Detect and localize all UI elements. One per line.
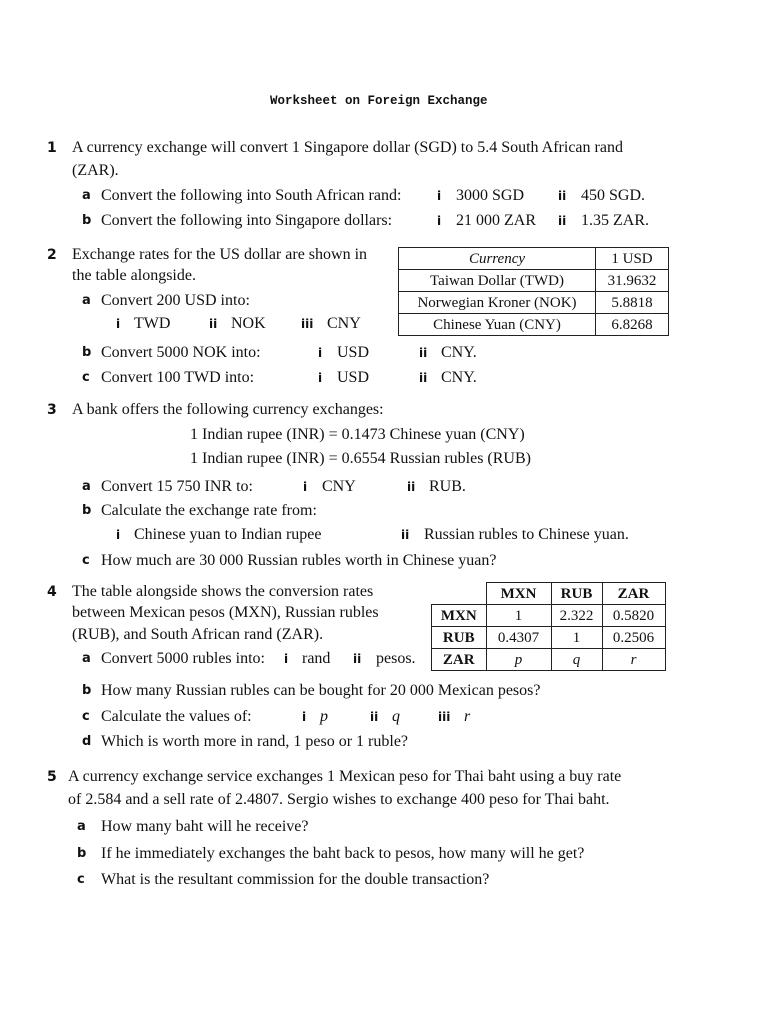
- currency-conversion-table: [431, 582, 666, 671]
- table-row-head: RUB: [432, 627, 487, 649]
- question-4c-text: Calculate the values of:: [101, 708, 252, 725]
- table-cell: r: [602, 649, 665, 671]
- question-4a-text: Convert 5000 rubles into:: [101, 650, 265, 667]
- question-3a-label: a: [82, 479, 91, 494]
- table-cell-rate: 6.8268: [596, 314, 669, 336]
- table-cell-rate: 5.8818: [596, 292, 669, 314]
- question-4b-label: b: [82, 683, 92, 698]
- question-4d-label: d: [82, 734, 92, 749]
- question-3b-ii: Russian rubles to Chinese yuan.: [424, 526, 629, 543]
- question-3c-label: c: [82, 553, 90, 568]
- table-cell: 0.2506: [602, 627, 665, 649]
- question-2b-ii-label: ii: [419, 346, 428, 360]
- question-2a-ii: NOK: [231, 315, 266, 332]
- question-1b-i: 21 000 ZAR: [456, 212, 536, 229]
- table-row: [399, 292, 669, 314]
- question-5c-text: What is the resultant commission for the double transaction?: [101, 871, 490, 888]
- question-2b-text: Convert 5000 NOK into:: [101, 344, 261, 361]
- question-4c-ii: q: [392, 708, 400, 725]
- table-header-row: [399, 248, 669, 270]
- question-2b-ii: CNY.: [441, 344, 477, 361]
- question-2-text-line1: Exchange rates for the US dollar are shown in: [72, 246, 368, 263]
- question-1b-label: b: [82, 213, 92, 228]
- question-1b-ii: 1.35 ZAR.: [581, 212, 649, 229]
- table-cell: p: [486, 649, 551, 671]
- question-2b-i: USD: [337, 344, 370, 361]
- question-2a-text: Convert 200 USD into:: [101, 292, 250, 309]
- question-2-text-line2: the table alongside.: [72, 267, 196, 284]
- table-cell: 1: [551, 627, 602, 649]
- question-1a-text: Convert the following into South African rand:: [101, 187, 402, 204]
- question-4a-i-label: i: [284, 652, 289, 666]
- table-cell-currency: Chinese Yuan (CNY): [399, 314, 596, 336]
- question-4-text-line3: (RUB), and South African rand (ZAR).: [72, 626, 324, 643]
- table-cell: q: [551, 649, 602, 671]
- question-4d-text: Which is worth more in rand, 1 peso or 1 ruble?: [101, 733, 409, 750]
- question-4c-i: p: [320, 708, 328, 725]
- table-cell: 1: [486, 605, 551, 627]
- worksheet-title: Worksheet on Foreign Exchange: [270, 94, 488, 108]
- question-5a-label: a: [77, 819, 86, 834]
- exchange-rate-inr-cny: 1 Indian rupee (INR) = 0.1473 Chinese yuan (CNY): [190, 426, 525, 443]
- question-5b-text: If he immediately exchanges the baht back to pesos, how many will he get?: [101, 845, 585, 862]
- question-1a-label: a: [82, 188, 91, 203]
- question-1-text-line1: A currency exchange will convert 1 Singapore dollar (SGD) to 5.4 South African rand: [72, 139, 623, 156]
- question-2c-i-label: i: [318, 371, 323, 385]
- exchange-rate-inr-rub: 1 Indian rupee (INR) = 0.6554 Russian rubles (RUB): [190, 450, 531, 467]
- question-5-text-line2: of 2.584 and a sell rate of 2.4807. Sergio wishes to exchange 400 peso for Thai baht.: [68, 791, 610, 808]
- question-4c-iii-label: iii: [438, 710, 451, 724]
- question-4-number: 4: [47, 584, 57, 600]
- table-header-row: [432, 583, 666, 605]
- question-5a-text: How many baht will he receive?: [101, 818, 309, 835]
- question-2c-ii-label: ii: [419, 371, 428, 385]
- question-3a-ii: RUB.: [429, 478, 466, 495]
- question-2a-iii: CNY: [327, 315, 361, 332]
- question-4a-i: rand: [302, 650, 331, 667]
- question-1b-ii-label: ii: [558, 214, 567, 228]
- question-1-text-line2: (ZAR).: [72, 162, 119, 179]
- question-2c-text: Convert 100 TWD into:: [101, 369, 255, 386]
- question-3a-i-label: i: [303, 480, 308, 494]
- question-5c-label: c: [77, 872, 85, 887]
- question-2a-ii-label: ii: [209, 317, 218, 331]
- question-3b-label: b: [82, 503, 92, 518]
- table-row: [432, 649, 666, 671]
- question-4a-label: a: [82, 651, 91, 666]
- question-3b-i-label: i: [116, 528, 121, 542]
- table-cell: 0.4307: [486, 627, 551, 649]
- question-2b-i-label: i: [318, 346, 323, 360]
- question-2a-i: TWD: [134, 315, 171, 332]
- question-3b-text: Calculate the exchange rate from:: [101, 502, 317, 519]
- question-3a-i: CNY: [322, 478, 356, 495]
- table-row: [399, 270, 669, 292]
- table-cell: 0.5820: [602, 605, 665, 627]
- question-4c-i-label: i: [302, 710, 307, 724]
- table-header-currency: Currency: [399, 248, 596, 270]
- question-5-number: 5: [47, 769, 57, 785]
- question-1b-i-label: i: [437, 214, 442, 228]
- question-3a-ii-label: ii: [407, 480, 416, 494]
- question-4c-iii: r: [464, 708, 471, 725]
- question-1a-ii-label: ii: [558, 189, 567, 203]
- question-2a-iii-label: iii: [301, 317, 314, 331]
- question-5b-label: b: [77, 846, 87, 861]
- question-1a-ii: 450 SGD.: [581, 187, 646, 204]
- question-2c-ii: CNY.: [441, 369, 477, 386]
- question-4-text-line2: between Mexican pesos (MXN), Russian rubles: [72, 604, 379, 621]
- table-cell: 2.322: [551, 605, 602, 627]
- question-5-text-line1: A currency exchange service exchanges 1 Mexican peso for Thai baht using a buy rate: [68, 768, 622, 785]
- table-header-usd: 1 USD: [596, 248, 669, 270]
- question-3-number: 3: [47, 402, 57, 418]
- table-header-rub: RUB: [551, 583, 602, 605]
- table-cell-currency: Taiwan Dollar (TWD): [399, 270, 596, 292]
- question-4a-ii-label: ii: [353, 652, 362, 666]
- question-2a-i-label: i: [116, 317, 121, 331]
- question-1a-i-label: i: [437, 189, 442, 203]
- question-4-text-line1: The table alongside shows the conversion rates: [72, 583, 374, 600]
- table-cell-currency: Norwegian Kroner (NOK): [399, 292, 596, 314]
- table-header-zar: ZAR: [602, 583, 665, 605]
- question-3a-text: Convert 15 750 INR to:: [101, 478, 253, 495]
- usd-exchange-rate-table: [398, 247, 669, 336]
- question-4c-label: c: [82, 709, 90, 724]
- question-4b-text: How many Russian rubles can be bought for 20 000 Mexican pesos?: [101, 682, 541, 699]
- table-row: [432, 627, 666, 649]
- question-3c-text: How much are 30 000 Russian rubles worth in Chinese yuan?: [101, 552, 497, 569]
- question-1b-text: Convert the following into Singapore dollars:: [101, 212, 393, 229]
- question-3-text: A bank offers the following currency exchanges:: [72, 401, 384, 418]
- table-corner-cell: [432, 583, 487, 605]
- question-2b-label: b: [82, 345, 92, 360]
- question-2c-i: USD: [337, 369, 370, 386]
- table-row-head: MXN: [432, 605, 487, 627]
- table-cell-rate: 31.9632: [596, 270, 669, 292]
- table-row: [432, 605, 666, 627]
- question-1a-i: 3000 SGD: [456, 187, 525, 204]
- question-4c-ii-label: ii: [370, 710, 379, 724]
- question-3b-i: Chinese yuan to Indian rupee: [134, 526, 322, 543]
- question-3b-ii-label: ii: [401, 528, 410, 542]
- question-2-number: 2: [47, 247, 57, 263]
- question-4a-ii: pesos.: [376, 650, 416, 667]
- question-2c-label: c: [82, 370, 90, 385]
- table-header-mxn: MXN: [486, 583, 551, 605]
- table-row-head: ZAR: [432, 649, 487, 671]
- question-2a-label: a: [82, 293, 91, 308]
- question-1-number: 1: [47, 140, 57, 156]
- table-row: [399, 314, 669, 336]
